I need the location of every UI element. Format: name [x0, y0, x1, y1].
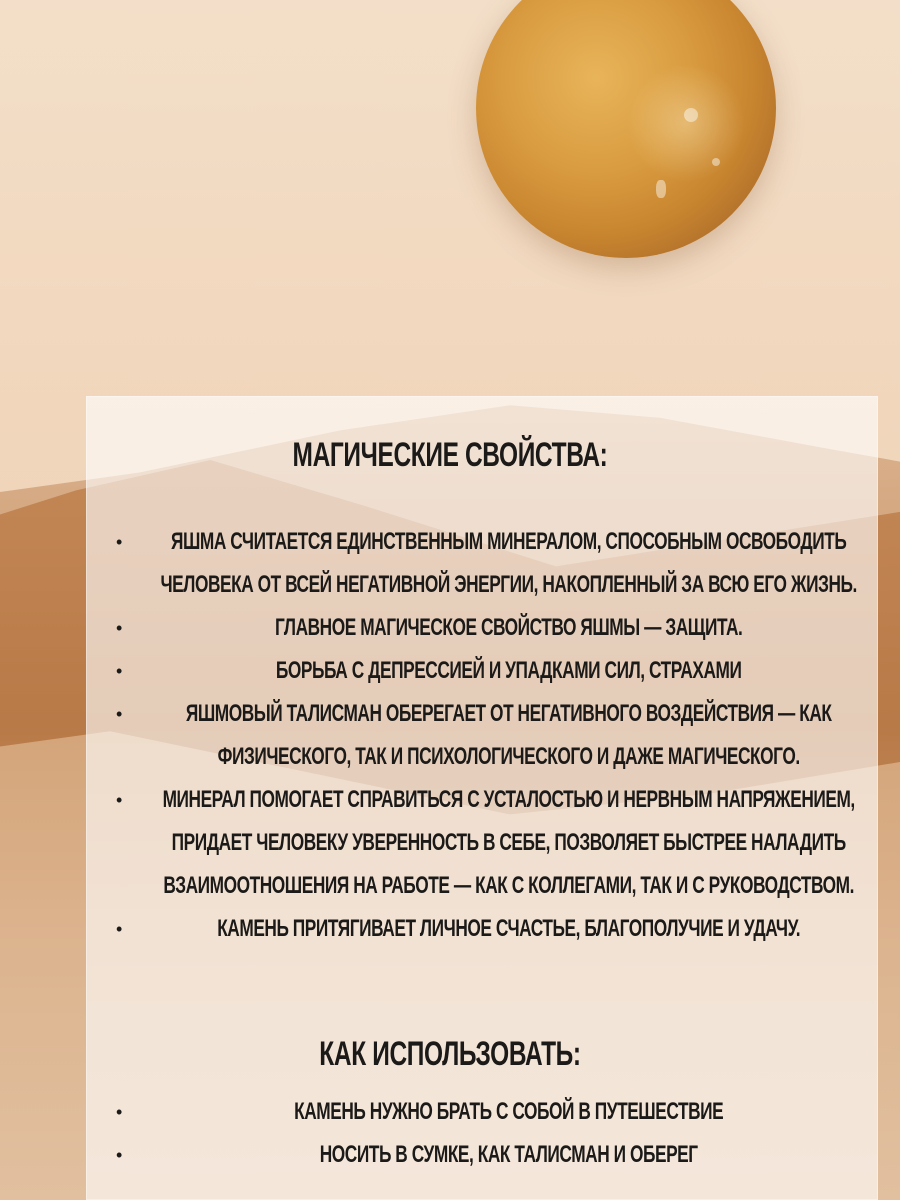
list-item-text: ЯШМА СЧИТАЕТСЯ ЕДИНСТВЕННЫМ МИНЕРАЛОМ, СПОСОБНЫМ ОСВОБОДИТЬ ЧЕЛОВЕКА ОТ ВСЕЙ НЕГАТИВНОЙ ЭНЕРГИИ, НАКОПЛЕННЫЙ ЗА ВСЮ ЕГО ЖИЗНЬ.: [160, 528, 858, 598]
bullet-icon: •: [116, 532, 123, 552]
list-item: [100, 1090, 880, 1133]
sphere-highlight: [656, 180, 666, 198]
bullet-icon: •: [116, 618, 123, 638]
bullet-icon: •: [116, 1145, 123, 1165]
list-item-text: БОРЬБА С ДЕПРЕССИЕЙ И УПАДКАМИ СИЛ, СТРАХАМИ: [276, 657, 742, 684]
bullet-icon: •: [116, 1102, 123, 1122]
magic-properties-list: [100, 520, 880, 950]
list-item-text: КАМЕНЬ ПРИТЯГИВАЕТ ЛИЧНОЕ СЧАСТЬЕ, БЛАГОПОЛУЧИЕ И УДАЧУ.: [217, 915, 801, 942]
list-item-text: ГЛАВНОЕ МАГИЧЕСКОЕ СВОЙСТВО ЯШМЫ — ЗАЩИТА.: [275, 614, 743, 641]
list-item: [100, 649, 880, 692]
list-item-text: ЯШМОВЫЙ ТАЛИСМАН ОБЕРЕГАЕТ ОТ НЕГАТИВНОГО ВОЗДЕЙСТВИЯ — КАК ФИЗИЧЕСКОГО, ТАК И ПСИХОЛОГИЧЕСКОГО И ДАЖЕ МАГИЧЕСКОГО.: [186, 700, 832, 770]
usage-list: [100, 1090, 880, 1176]
list-item: [100, 692, 880, 778]
list-item: [100, 778, 880, 907]
list-item-text: МИНЕРАЛ ПОМОГАЕТ СПРАВИТЬСЯ С УСТАЛОСТЬЮ И НЕРВНЫМ НАПРЯЖЕНИЕМ, ПРИДАЕТ ЧЕЛОВЕКУ УВЕРЕННОСТЬ В СЕБЕ, ПОЗВОЛЯЕТ БЫСТРЕЕ НАЛАДИТЬ ВЗАИМООТНОШЕНИЯ НА РАБОТЕ — КАК С КОЛЛЕГАМИ, ТАК И С РУКОВОДСТВОМ.: [162, 786, 856, 899]
list-item: [100, 907, 880, 950]
list-item: [100, 606, 880, 649]
bullet-icon: •: [116, 704, 123, 724]
bullet-icon: •: [116, 661, 123, 681]
sphere-highlight: [684, 108, 698, 122]
list-item-text: КАМЕНЬ НУЖНО БРАТЬ С СОБОЙ В ПУТЕШЕСТВИЕ: [294, 1098, 724, 1125]
bullet-icon: •: [116, 919, 123, 939]
list-item-text: НОСИТЬ В СУМКЕ, КАК ТАЛИСМАН И ОБЕРЕГ: [320, 1141, 698, 1168]
list-item: [100, 1133, 880, 1176]
jasper-sphere-image: [476, 0, 776, 258]
usage-heading: КАК ИСПОЛЬЗОВАТЬ:: [319, 1035, 581, 1073]
sphere-highlight: [712, 158, 720, 166]
list-item: [100, 520, 880, 606]
bullet-icon: •: [116, 790, 123, 810]
magic-properties-heading: МАГИЧЕСКИЕ СВОЙСТВА:: [292, 436, 608, 474]
